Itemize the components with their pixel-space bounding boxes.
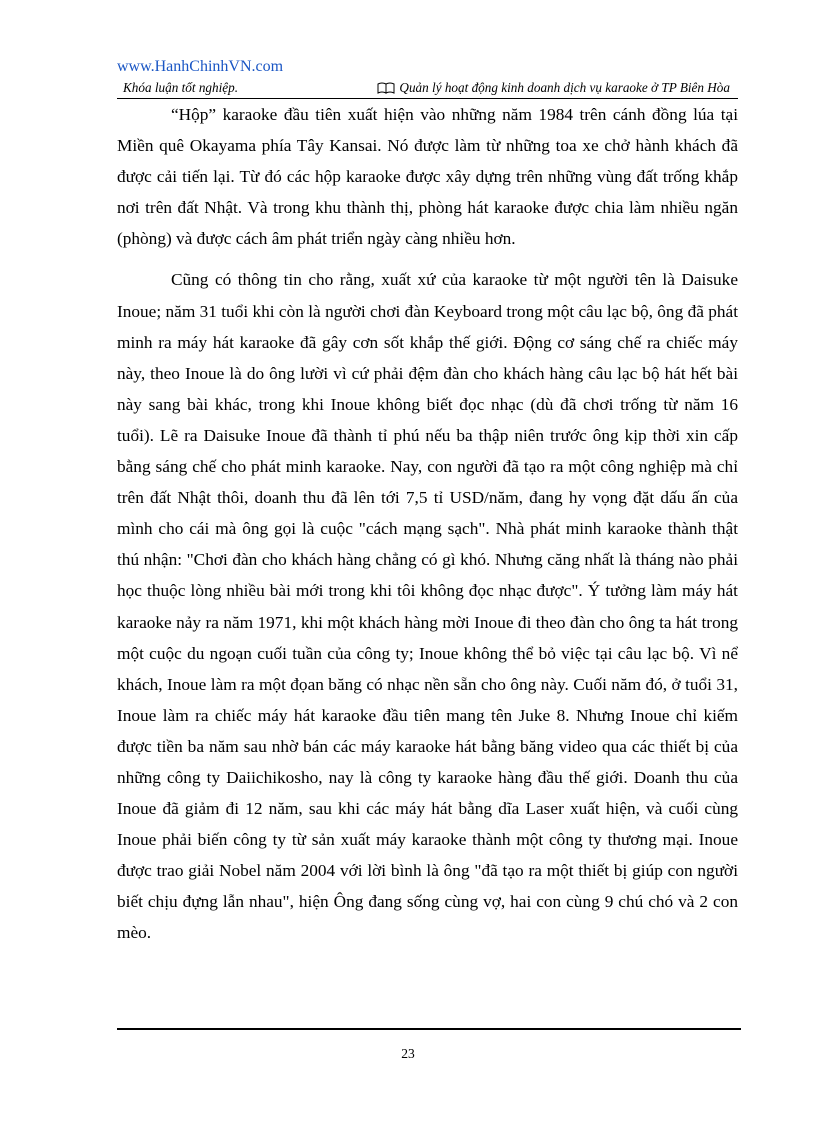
header-left-text: Khóa luận tốt nghiệp. [123, 80, 239, 95]
paragraph-2: Cũng có thông tin cho rằng, xuất xứ của karaoke từ một người tên là Daisuke Inoue; năm 31 tuổi khi còn là người chơi đàn Keyboard trong một câu lạc bộ, ông đã phát minh ra máy hát karaoke đã gây cơn sốt khắp thế giới. Động cơ sáng chế ra chiếc máy này, theo Inoue là do ông lười vì cứ phải đệm đàn cho khách hàng câu lạc bộ hát hết bài này sang bài khác, trong khi Inoue không biết đọc nhạc (dù đã chơi trống từ năm 16 tuổi). Lẽ ra Daisuke Inoue đã thành tỉ phú nếu ba thập niên trước ông kịp thời xin cấp bằng sáng chế cho phát minh karaoke. Nay, con người đã tạo ra một công nghiệp mà chỉ trên đất Nhật thôi, doanh thu đã lên tới 7,5 tỉ USD/năm, đang hy vọng đặt dấu ấn của mình cho cái mà ông gọi là cuộc "cách mạng sạch". Nhà phát minh karaoke thành thật thú nhận: "Chơi đàn cho khách hàng chẳng có gì khó. Nhưng căng nhất là tháng nào phải học thuộc lòng nhiều bài mới trong khi tôi không đọc nhạc được". Ý tưởng làm máy hát karaoke nảy ra năm 1971, khi một khách hàng mời Inoue đi theo đàn cho ông ta hát trong một cuộc du ngoạn cuối tuần của công ty; Inoue không thể bỏ việc tại câu lạc bộ. Vì nể khách, Inoue làm ra một đọan băng có nhạc nền sẵn cho ông này. Cuối năm đó, ở tuổi 31, Inoue làm ra chiếc máy hát karaoke đầu tiên mang tên Juke 8. Nhưng Inoue chỉ kiếm được tiền ba năm sau nhờ bán các máy karaoke hát bằng băng video qua các thiết bị của những công ty Daiichikosho, nay là công ty karaoke hàng đầu thế giới. Doanh thu của Inoue đã giảm đi 12 năm, sau khi các máy hát bằng dĩa Laser xuất hiện, và cuối cùng Inoue phải biến công ty từ sản xuất máy karaoke thành một công ty thương mại. Inoue được trao giải Nobel năm 2004 với lời bình là ông "đã tạo ra một thiết bị giúp con người biết chịu đựng lẫn nhau", hiện Ông đang sống cùng vợ, hai con cùng 9 chú chó và 2 con mèo. [117, 270, 738, 943]
page-header [117, 78, 738, 99]
footer-divider [117, 1028, 741, 1030]
page-number: 23 [401, 1046, 415, 1061]
watermark-url[interactable]: www.HanhChinhVN.com [117, 58, 284, 75]
header-right [377, 80, 730, 96]
book-icon [377, 82, 395, 94]
body-text [117, 99, 738, 949]
paragraph-1: “Hộp” karaoke đầu tiên xuất hiện vào những năm 1984 trên cánh đồng lúa tại Miền quê Okayama phía Tây Kansai. Nó được làm từ những toa xe chở hành khách đã được cải tiến lại. Từ đó các hộp karaoke được xây dựng trên những vùng đất trống khắp nơi trên đất Nhật. Và trong khu thành thị, phòng hát karaoke được chia làm nhiều ngăn (phòng) và được cách âm phát triển ngày càng nhiều hơn. [117, 105, 738, 249]
header-right-text: Quản lý hoạt động kinh doanh dịch vụ karaoke ở TP Biên Hòa [399, 80, 730, 95]
